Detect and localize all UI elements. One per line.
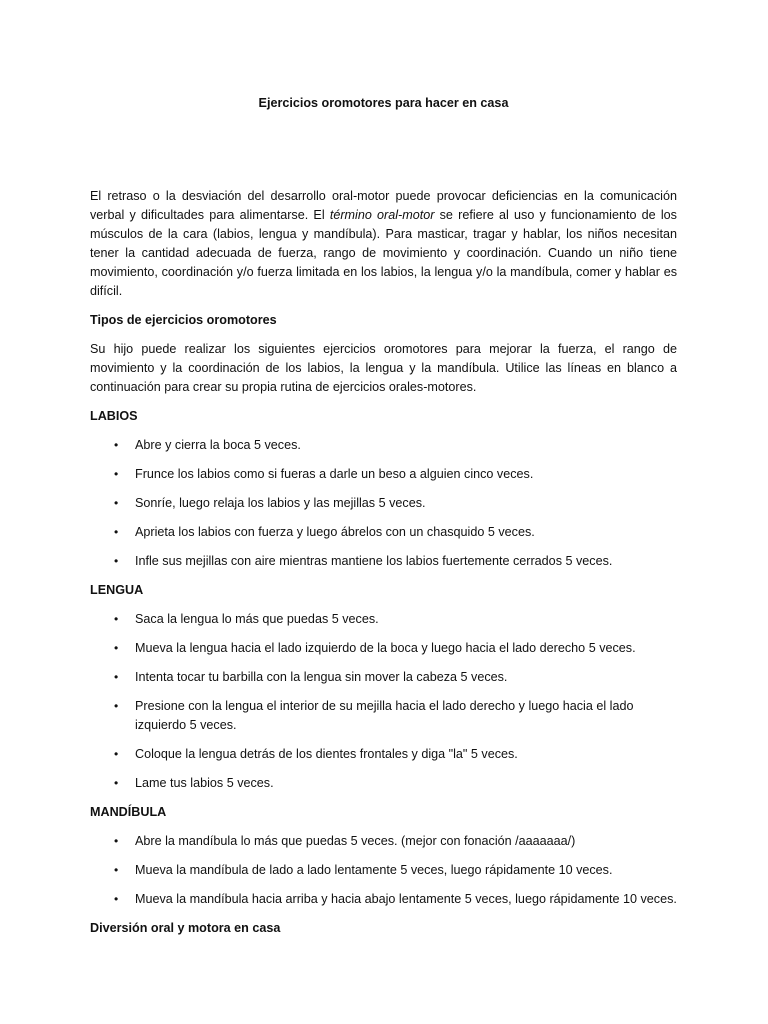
list-item <box>90 668 677 687</box>
bullet-icon: • <box>114 612 119 626</box>
list-item <box>90 774 677 793</box>
bullet-icon: • <box>114 641 119 655</box>
intro-paragraph <box>90 187 677 301</box>
list-item <box>90 745 677 764</box>
bullet-icon: • <box>114 892 119 906</box>
list-item <box>90 832 677 851</box>
list-item-text: Abre y cierra la boca 5 veces. <box>135 438 301 452</box>
list-item <box>90 639 677 658</box>
bullet-icon: • <box>114 670 119 684</box>
list-item-text: Intenta tocar tu barbilla con la lengua sin mover la cabeza 5 veces. <box>135 670 508 684</box>
intro-text-start: El retraso o la desviación del desarrollo oral-motor puede provocar deficiencias en la comunicación verbal y dificultades para alimentarse. El <box>90 189 677 222</box>
types-paragraph: Su hijo puede realizar los siguientes ejercicios oromotores para mejorar la fuerza, el rango de movimiento y la coordinación de los labios, la lengua y la mandíbula. Utilice las líneas en blanco a continuación para crear su propia rutina de ejercicios orales-motores. <box>90 342 677 394</box>
bullet-icon: • <box>114 776 119 790</box>
list-item <box>90 494 677 513</box>
lengua-list <box>90 610 677 793</box>
lengua-heading: LENGUA <box>90 583 144 597</box>
bullet-icon: • <box>114 699 119 713</box>
list-item <box>90 890 677 909</box>
list-item-text: Infle sus mejillas con aire mientras mantiene los labios fuertemente cerrados 5 veces. <box>135 554 613 568</box>
list-item <box>90 610 677 629</box>
list-item <box>90 697 677 735</box>
list-item <box>90 861 677 880</box>
list-item-text: Mueva la mandíbula de lado a lado lentamente 5 veces, luego rápidamente 10 veces. <box>135 863 613 877</box>
bullet-icon: • <box>114 863 119 877</box>
list-item-text: Frunce los labios como si fueras a darle un beso a alguien cinco veces. <box>135 467 534 481</box>
bullet-icon: • <box>114 747 119 761</box>
list-item <box>90 523 677 542</box>
bullet-icon: • <box>114 438 119 452</box>
list-item-text: Aprieta los labios con fuerza y luego ábrelos con un chasquido 5 veces. <box>135 525 535 539</box>
list-item-text: Coloque la lengua detrás de los dientes frontales y diga "la" 5 veces. <box>135 747 518 761</box>
intro-italic-term: término oral-motor <box>329 208 435 222</box>
list-item-text: Mueva la lengua hacia el lado izquierdo de la boca y luego hacia el lado derecho 5 veces. <box>135 641 636 655</box>
list-item <box>90 436 677 455</box>
bullet-icon: • <box>114 834 119 848</box>
fun-heading: Diversión oral y motora en casa <box>90 921 281 935</box>
bullet-icon: • <box>114 496 119 510</box>
labios-list <box>90 436 677 571</box>
mandibula-heading: MANDÍBULA <box>90 805 167 819</box>
types-heading: Tipos de ejercicios oromotores <box>90 313 277 327</box>
bullet-icon: • <box>114 554 119 568</box>
list-item-text: Saca la lengua lo más que puedas 5 veces. <box>135 612 379 626</box>
list-item-text: Sonríe, luego relaja los labios y las mejillas 5 veces. <box>135 496 426 510</box>
document-title: Ejercicios oromotores para hacer en casa <box>258 96 509 110</box>
list-item-text: Mueva la mandíbula hacia arriba y hacia abajo lentamente 5 veces, luego rápidamente 10 veces. <box>135 892 677 906</box>
intro-text-end: se refiere al uso y funcionamiento de los músculos de la cara (labios, lengua y mandíbula). Para masticar, tragar y hablar, los niños necesitan tener la cantidad adecuada de fuerza, rango de movimiento y coordinación. Cuando un niño tiene movimiento, coordinación y/o fuerza limitada en los labios, la lengua y/o la mandíbula, comer y hablar es difícil. <box>90 208 677 298</box>
list-item-text: Lame tus labios 5 veces. <box>135 776 274 790</box>
list-item <box>90 465 677 484</box>
labios-heading: LABIOS <box>90 409 138 423</box>
bullet-icon: • <box>114 467 119 481</box>
list-item-text: Abre la mandíbula lo más que puedas 5 veces. (mejor con fonación /aaaaaaa/) <box>135 834 576 848</box>
bullet-icon: • <box>114 525 119 539</box>
mandibula-list <box>90 832 677 909</box>
list-item-text: Presione con la lengua el interior de su mejilla hacia el lado derecho y luego hacia el lado izquierdo 5 veces. <box>135 699 634 732</box>
list-item <box>90 552 677 571</box>
